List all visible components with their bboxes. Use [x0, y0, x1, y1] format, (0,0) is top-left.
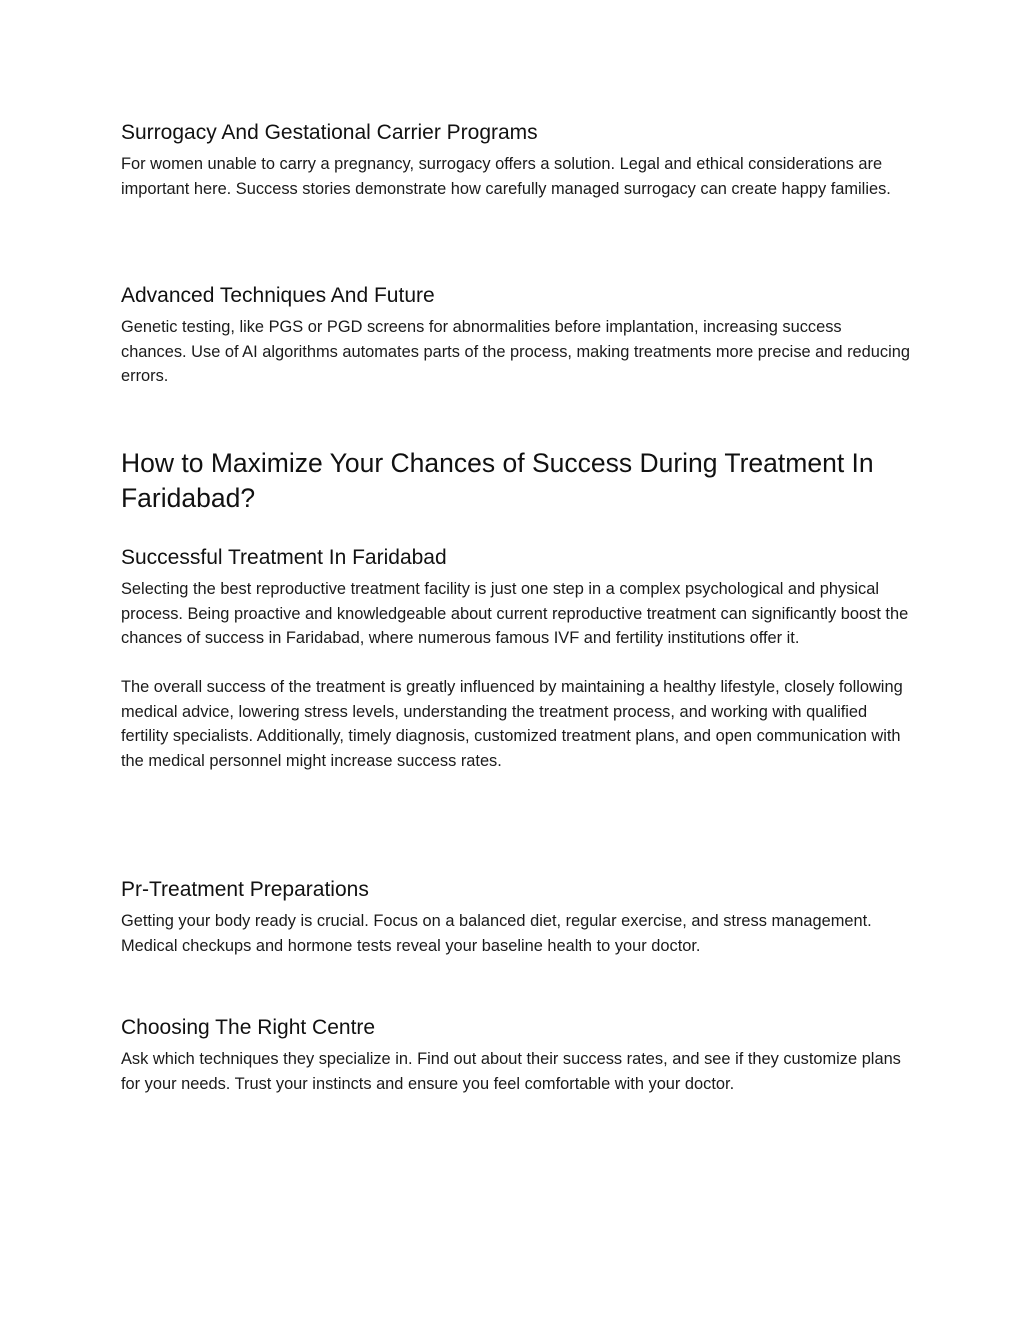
section-heading: Successful Treatment In Faridabad [121, 546, 447, 569]
section-heading: Advanced Techniques And Future [121, 284, 435, 307]
section-heading: Pr-Treatment Preparations [121, 878, 369, 901]
section-paragraph: Selecting the best reproductive treatment facility is just one step in a complex psychological and physical process. Being proactive and knowledgeable about current reproductive treatment can significantly boost the chances of success in Faridabad, where numerous famous IVF and fertility institutions offer it. [121, 580, 909, 647]
section-advanced [121, 282, 911, 389]
section-heading: Choosing The Right Centre [121, 1016, 376, 1039]
section-paragraph: For women unable to carry a pregnancy, surrogacy offers a solution. Legal and ethical considerations are important here. Success stories demonstrate how carefully managed surrogacy can create happy families. [121, 155, 891, 198]
section-preparations [121, 876, 911, 958]
section-surrogacy [121, 119, 911, 201]
section-paragraph: Genetic testing, like PGS or PGD screens for abnormalities before implantation, increasing success chances. Use of AI algorithms automates parts of the process, making treatments more precise and reducing errors. [121, 318, 910, 385]
section-centre [121, 1014, 911, 1096]
section-paragraph: Getting your body ready is crucial. Focus on a balanced diet, regular exercise, and stress management. Medical checkups and hormone tests reveal your baseline health to your doctor. [121, 912, 872, 955]
section-paragraph: The overall success of the treatment is greatly influenced by maintaining a healthy lifestyle, closely following medical advice, lowering stress levels, understanding the treatment process, and working with qualified fertility specialists. Additionally, timely diagnosis, customized treatment plans, and open communication with the medical personnel might increase success rates. [121, 678, 903, 770]
section-paragraph: Ask which techniques they specialize in. Find out about their success rates, and see if they customize plans for your needs. Trust your instincts and ensure you feel comfortable with your doctor. [121, 1050, 901, 1093]
section-successful [121, 544, 911, 773]
section-maximize [121, 446, 911, 516]
section-heading: Surrogacy And Gestational Carrier Programs [121, 121, 538, 144]
main-heading: How to Maximize Your Chances of Success During Treatment In Faridabad? [121, 448, 874, 513]
